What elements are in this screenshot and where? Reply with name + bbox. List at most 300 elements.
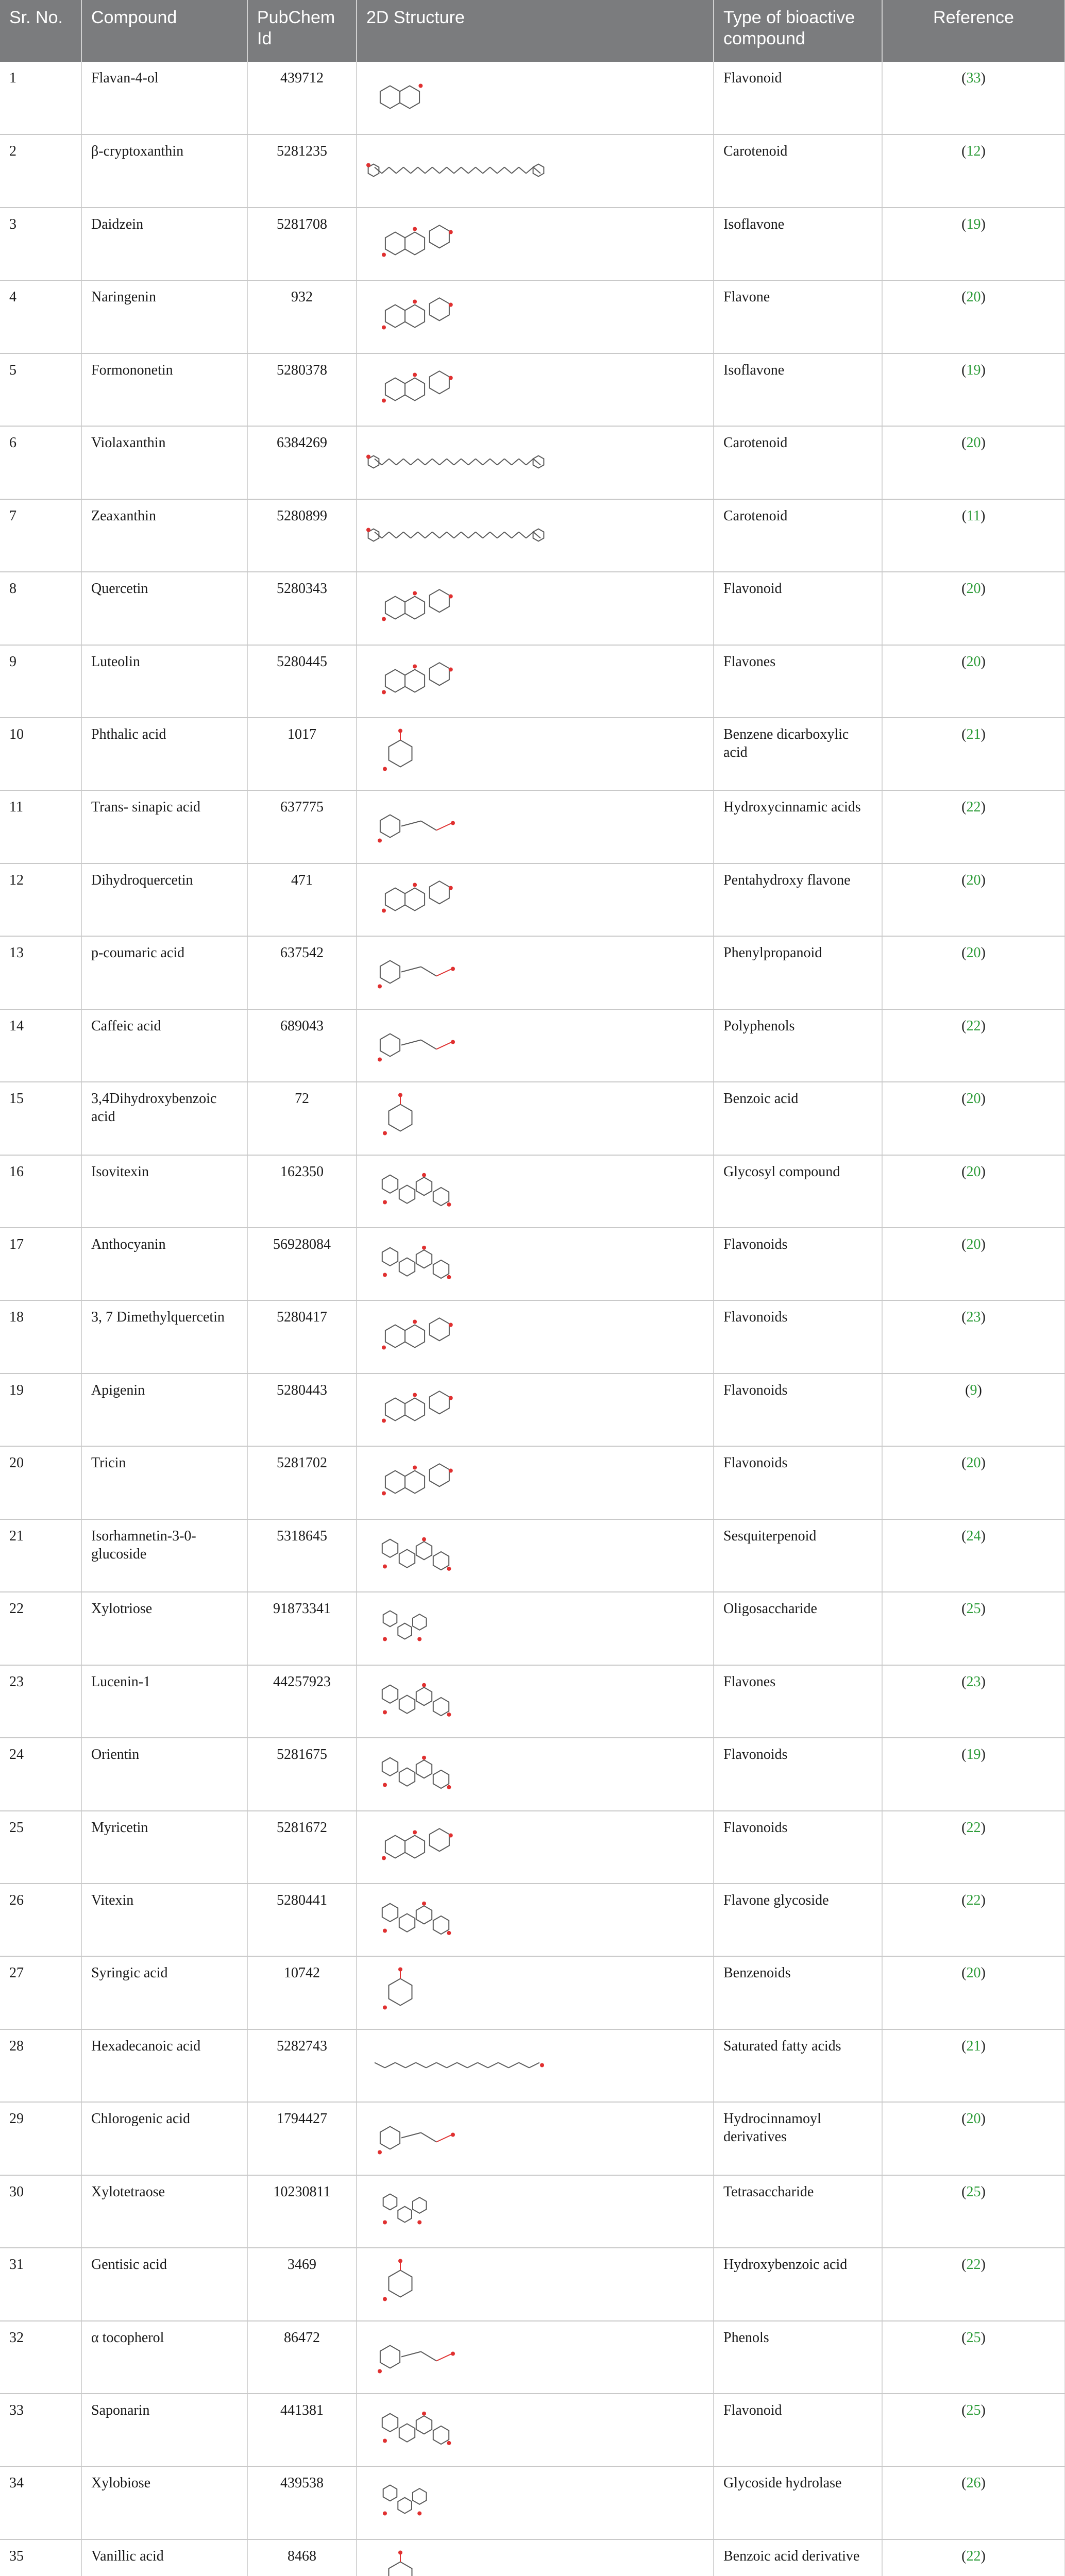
cell-sr-no: 24 [0, 1738, 81, 1810]
cell-type: Flavone glycoside [714, 1884, 882, 1956]
cell-sr-no: 22 [0, 1592, 81, 1665]
reference-link[interactable]: 25 [966, 2329, 981, 2346]
cell-pubchem-id: 441381 [247, 2394, 357, 2466]
structure-image [364, 359, 550, 419]
cell-pubchem-id: 44257923 [247, 1665, 357, 1738]
cell-compound: p-coumaric acid [81, 936, 247, 1009]
reference-link[interactable]: 12 [966, 143, 981, 160]
cell-type: Flavones [714, 645, 882, 718]
header-reference: Reference [882, 0, 1065, 62]
cell-reference: (33) [882, 62, 1065, 134]
cell-reference: (22) [882, 1009, 1065, 1082]
cell-2d-structure [357, 790, 714, 863]
reference-link[interactable]: 20 [966, 1965, 981, 1981]
structure-image [364, 1233, 550, 1294]
cell-type: Flavones [714, 1665, 882, 1738]
structure-image [364, 1015, 550, 1075]
cell-sr-no: 4 [0, 280, 81, 353]
cell-compound: Orientin [81, 1738, 247, 1810]
cell-2d-structure [357, 1374, 714, 1446]
cell-pubchem-id: 1794427 [247, 2102, 357, 2175]
cell-2d-structure [357, 1884, 714, 1956]
structure-image [364, 2035, 550, 2095]
cell-compound: Myricetin [81, 1811, 247, 1884]
cell-sr-no: 27 [0, 1956, 81, 2029]
cell-2d-structure [357, 2394, 714, 2466]
cell-pubchem-id: 439538 [247, 2466, 357, 2539]
reference-link[interactable]: 26 [966, 2475, 981, 2492]
cell-compound: Caffeic acid [81, 1009, 247, 1082]
cell-compound: Tricin [81, 1446, 247, 1519]
structure-image [364, 1088, 550, 1148]
cell-sr-no: 16 [0, 1155, 81, 1228]
table-row [0, 2175, 1065, 2248]
structure-image [364, 796, 550, 856]
header-sr-no: Sr. No. [0, 0, 81, 62]
cell-pubchem-id: 10230811 [247, 2175, 357, 2248]
table-body [0, 62, 1065, 2576]
reference-link[interactable]: 25 [966, 2402, 981, 2418]
cell-compound: 3, 7 Dimethylquercetin [81, 1300, 247, 1373]
header-2d-structure: 2D Structure [357, 0, 714, 62]
cell-sr-no: 1 [0, 62, 81, 134]
cell-sr-no: 19 [0, 1374, 81, 1446]
cell-reference: (20) [882, 426, 1065, 499]
cell-reference: (20) [882, 2102, 1065, 2175]
cell-type: Flavonoids [714, 1738, 882, 1810]
cell-reference: (22) [882, 1884, 1065, 1956]
table-row [0, 2466, 1065, 2539]
table-row [0, 936, 1065, 1009]
cell-2d-structure [357, 718, 714, 790]
cell-compound: 3,4Dihydroxybenzoic acid [81, 1082, 247, 1155]
cell-sr-no: 11 [0, 790, 81, 863]
cell-sr-no: 2 [0, 134, 81, 207]
table-row [0, 1592, 1065, 1665]
cell-2d-structure [357, 863, 714, 936]
cell-pubchem-id: 8468 [247, 2539, 357, 2576]
cell-reference: (20) [882, 1956, 1065, 2029]
header-pubchem-id: PubChem Id [247, 0, 357, 62]
cell-2d-structure [357, 1738, 714, 1810]
cell-type: Oligosaccharide [714, 1592, 882, 1665]
cell-compound: Isorhamnetin-3-0-glucoside [81, 1519, 247, 1592]
cell-compound: Vanillic acid [81, 2539, 247, 2576]
table-row [0, 1665, 1065, 1738]
table-row [0, 2539, 1065, 2576]
cell-type: Phenols [714, 2321, 882, 2394]
structure-image [364, 2181, 550, 2241]
structure-image [364, 723, 550, 784]
header-type: Type of bioactive compound [714, 0, 882, 62]
cell-pubchem-id: 637542 [247, 936, 357, 1009]
structure-image [364, 1743, 550, 1804]
cell-sr-no: 34 [0, 2466, 81, 2539]
cell-sr-no: 3 [0, 208, 81, 280]
cell-pubchem-id: 5280445 [247, 645, 357, 718]
cell-reference: (20) [882, 1446, 1065, 1519]
cell-type: Flavonoid [714, 62, 882, 134]
reference-link[interactable]: 19 [966, 216, 981, 232]
cell-compound: Gentisic acid [81, 2248, 247, 2320]
cell-pubchem-id: 5281708 [247, 208, 357, 280]
table-row [0, 62, 1065, 134]
cell-pubchem-id: 5281702 [247, 1446, 357, 1519]
table-row [0, 208, 1065, 280]
cell-reference: (20) [882, 645, 1065, 718]
reference-link[interactable]: 20 [966, 1163, 981, 1180]
cell-pubchem-id: 5281672 [247, 1811, 357, 1884]
cell-pubchem-id: 5318645 [247, 1519, 357, 1592]
cell-type: Flavone [714, 280, 882, 353]
cell-sr-no: 31 [0, 2248, 81, 2320]
table-row [0, 1155, 1065, 1228]
structure-image [364, 2108, 550, 2168]
reference-link[interactable]: 20 [966, 289, 981, 306]
table-row [0, 1519, 1065, 1592]
structure-image [364, 1671, 550, 1731]
table-row [0, 645, 1065, 718]
reference-link[interactable]: 23 [966, 1673, 981, 1690]
cell-2d-structure [357, 2466, 714, 2539]
table-row [0, 1228, 1065, 1300]
cell-2d-structure [357, 1446, 714, 1519]
cell-type: Flavonoids [714, 1228, 882, 1300]
table-row [0, 1738, 1065, 1810]
cell-type: Flavonoids [714, 1374, 882, 1446]
cell-sr-no: 18 [0, 1300, 81, 1373]
cell-type: Flavonoids [714, 1300, 882, 1373]
cell-reference: (25) [882, 1592, 1065, 1665]
cell-reference: (23) [882, 1300, 1065, 1373]
cell-sr-no: 33 [0, 2394, 81, 2466]
cell-sr-no: 20 [0, 1446, 81, 1519]
reference-link[interactable]: 33 [966, 70, 981, 86]
reference-link[interactable]: 22 [966, 2257, 981, 2273]
reference-link[interactable]: 22 [966, 1819, 981, 1836]
table-row [0, 1884, 1065, 1956]
structure-image [364, 1889, 550, 1950]
reference-link[interactable]: 19 [966, 362, 981, 378]
reference-link[interactable]: 20 [966, 2111, 981, 2127]
cell-compound: Xylotriose [81, 1592, 247, 1665]
cell-sr-no: 23 [0, 1665, 81, 1738]
cell-reference: (21) [882, 2029, 1065, 2102]
cell-2d-structure [357, 62, 714, 134]
cell-2d-structure [357, 2248, 714, 2320]
structure-image [364, 2327, 550, 2387]
cell-sr-no: 21 [0, 1519, 81, 1592]
cell-reference: (26) [882, 2466, 1065, 2539]
structure-image [364, 1962, 550, 2022]
table-row [0, 426, 1065, 499]
reference-link[interactable]: 11 [967, 507, 981, 524]
cell-reference: (22) [882, 1811, 1065, 1884]
cell-sr-no: 17 [0, 1228, 81, 1300]
table-row [0, 2248, 1065, 2320]
header-compound: Compound [81, 0, 247, 62]
cell-2d-structure [357, 645, 714, 718]
structure-image [364, 1598, 550, 1658]
cell-sr-no: 15 [0, 1082, 81, 1155]
cell-2d-structure [357, 1009, 714, 1082]
structure-image [364, 2399, 550, 2460]
reference-link[interactable]: 20 [966, 653, 981, 670]
cell-type: Carotenoid [714, 426, 882, 499]
cell-compound: Trans- sinapic acid [81, 790, 247, 863]
cell-type: Benzoic acid [714, 1082, 882, 1155]
cell-sr-no: 6 [0, 426, 81, 499]
cell-type: Pentahydroxy flavone [714, 863, 882, 936]
cell-pubchem-id: 86472 [247, 2321, 357, 2394]
cell-pubchem-id: 5280343 [247, 572, 357, 645]
cell-compound: Chlorogenic acid [81, 2102, 247, 2175]
cell-pubchem-id: 689043 [247, 1009, 357, 1082]
cell-2d-structure [357, 134, 714, 207]
cell-pubchem-id: 1017 [247, 718, 357, 790]
cell-pubchem-id: 56928084 [247, 1228, 357, 1300]
table-row [0, 280, 1065, 353]
cell-pubchem-id: 5282743 [247, 2029, 357, 2102]
cell-sr-no: 8 [0, 572, 81, 645]
cell-reference: (12) [882, 134, 1065, 207]
cell-compound: Flavan-4-ol [81, 62, 247, 134]
reference-link[interactable]: 20 [966, 1455, 981, 1471]
header-row [0, 0, 1065, 62]
structure-image [364, 869, 550, 929]
cell-compound: β-cryptoxanthin [81, 134, 247, 207]
structure-image [364, 505, 550, 565]
reference-link[interactable]: 20 [966, 872, 981, 888]
cell-pubchem-id: 6384269 [247, 426, 357, 499]
cell-type: Carotenoid [714, 134, 882, 207]
table-row [0, 1082, 1065, 1155]
cell-type: Carotenoid [714, 499, 882, 572]
cell-type: Sesquiterpenoid [714, 1519, 882, 1592]
structure-image [364, 1525, 550, 1585]
cell-reference: (20) [882, 572, 1065, 645]
reference-link[interactable]: 9 [970, 1382, 977, 1398]
structure-image [364, 1379, 550, 1439]
cell-reference: (22) [882, 2539, 1065, 2576]
reference-link[interactable]: 20 [966, 435, 981, 451]
cell-reference: (19) [882, 353, 1065, 426]
table-row [0, 572, 1065, 645]
structure-image [364, 1452, 550, 1512]
cell-2d-structure [357, 280, 714, 353]
cell-compound: Quercetin [81, 572, 247, 645]
table-row [0, 1811, 1065, 1884]
cell-sr-no: 26 [0, 1884, 81, 1956]
cell-type: Hydroxycinnamic acids [714, 790, 882, 863]
cell-2d-structure [357, 1155, 714, 1228]
reference-link[interactable]: 25 [966, 2183, 981, 2200]
cell-2d-structure [357, 572, 714, 645]
cell-sr-no: 29 [0, 2102, 81, 2175]
cell-sr-no: 28 [0, 2029, 81, 2102]
cell-pubchem-id: 5280899 [247, 499, 357, 572]
reference-link[interactable]: 25 [966, 1601, 981, 1617]
cell-sr-no: 12 [0, 863, 81, 936]
structure-image [364, 1161, 550, 1221]
cell-reference: (20) [882, 936, 1065, 1009]
structure-image [364, 1817, 550, 1877]
reference-link[interactable]: 20 [966, 945, 981, 961]
cell-reference: (24) [882, 1519, 1065, 1592]
table-row [0, 2321, 1065, 2394]
cell-pubchem-id: 91873341 [247, 1592, 357, 1665]
cell-2d-structure [357, 499, 714, 572]
cell-2d-structure [357, 1519, 714, 1592]
cell-type: Flavonoid [714, 572, 882, 645]
cell-2d-structure [357, 208, 714, 280]
cell-type: Benzenoids [714, 1956, 882, 2029]
cell-2d-structure [357, 1592, 714, 1665]
cell-sr-no: 30 [0, 2175, 81, 2248]
cell-type: Flavonoids [714, 1446, 882, 1519]
structure-image [364, 213, 550, 274]
cell-2d-structure [357, 353, 714, 426]
cell-2d-structure [357, 2539, 714, 2576]
cell-2d-structure [357, 2175, 714, 2248]
table-row [0, 2029, 1065, 2102]
cell-reference: (20) [882, 1082, 1065, 1155]
cell-2d-structure [357, 2029, 714, 2102]
reference-link[interactable]: 22 [966, 1892, 981, 1908]
cell-compound: Isovitexin [81, 1155, 247, 1228]
reference-link[interactable]: 22 [966, 2548, 981, 2564]
table-row [0, 1009, 1065, 1082]
reference-link[interactable]: 19 [966, 1747, 981, 1763]
cell-pubchem-id: 5280417 [247, 1300, 357, 1373]
cell-type: Phenylpropanoid [714, 936, 882, 1009]
cell-type: Benzoic acid derivative [714, 2539, 882, 2576]
cell-compound: Naringenin [81, 280, 247, 353]
cell-2d-structure [357, 2321, 714, 2394]
cell-compound: Dihydroquercetin [81, 863, 247, 936]
cell-2d-structure [357, 1228, 714, 1300]
structure-image [364, 942, 550, 1002]
structure-image [364, 67, 550, 127]
cell-pubchem-id: 439712 [247, 62, 357, 134]
table-row [0, 2394, 1065, 2466]
structure-image [364, 2253, 550, 2314]
cell-pubchem-id: 932 [247, 280, 357, 353]
structure-image [364, 651, 550, 711]
cell-sr-no: 13 [0, 936, 81, 1009]
cell-reference: (22) [882, 2248, 1065, 2320]
cell-reference: (20) [882, 280, 1065, 353]
cell-2d-structure [357, 1300, 714, 1373]
reference-link[interactable]: 22 [966, 1018, 981, 1034]
cell-type: Hydroxybenzoic acid [714, 2248, 882, 2320]
cell-2d-structure [357, 936, 714, 1009]
table-row [0, 2102, 1065, 2175]
cell-pubchem-id: 10742 [247, 1956, 357, 2029]
cell-pubchem-id: 5281235 [247, 134, 357, 207]
cell-reference: (25) [882, 2175, 1065, 2248]
cell-sr-no: 25 [0, 1811, 81, 1884]
cell-2d-structure [357, 1082, 714, 1155]
structure-image [364, 1306, 550, 1366]
cell-compound: Lucenin-1 [81, 1665, 247, 1738]
reference-link[interactable]: 20 [966, 581, 981, 597]
cell-sr-no: 5 [0, 353, 81, 426]
cell-compound: α tocopherol [81, 2321, 247, 2394]
cell-compound: Anthocyanin [81, 1228, 247, 1300]
structure-image [364, 432, 550, 492]
cell-compound: Hexadecanoic acid [81, 2029, 247, 2102]
table-row [0, 1446, 1065, 1519]
reference-link[interactable]: 21 [966, 726, 981, 742]
table-row [0, 1956, 1065, 2029]
cell-2d-structure [357, 426, 714, 499]
cell-sr-no: 9 [0, 645, 81, 718]
structure-image [364, 2545, 550, 2576]
structure-image [364, 140, 550, 200]
cell-compound: Xylobiose [81, 2466, 247, 2539]
cell-type: Isoflavone [714, 208, 882, 280]
cell-reference: (23) [882, 1665, 1065, 1738]
cell-pubchem-id: 5280378 [247, 353, 357, 426]
cell-type: Flavonoids [714, 1811, 882, 1884]
table-row [0, 499, 1065, 572]
cell-compound: Syringic acid [81, 1956, 247, 2029]
cell-type: Saturated fatty acids [714, 2029, 882, 2102]
cell-pubchem-id: 637775 [247, 790, 357, 863]
reference-link[interactable]: 20 [966, 1091, 981, 1107]
cell-reference: (9) [882, 1374, 1065, 1446]
cell-sr-no: 10 [0, 718, 81, 790]
cell-compound: Luteolin [81, 645, 247, 718]
structure-image [364, 2472, 550, 2532]
cell-sr-no: 14 [0, 1009, 81, 1082]
reference-link[interactable]: 20 [966, 1236, 981, 1252]
reference-link[interactable]: 23 [966, 1309, 981, 1326]
cell-sr-no: 35 [0, 2539, 81, 2576]
cell-2d-structure [357, 1811, 714, 1884]
cell-type: Benzene dicarboxylic acid [714, 718, 882, 790]
cell-compound: Violaxanthin [81, 426, 247, 499]
reference-link[interactable]: 22 [966, 799, 981, 816]
cell-2d-structure [357, 1956, 714, 2029]
cell-type: Glycoside hydrolase [714, 2466, 882, 2539]
table-row [0, 790, 1065, 863]
cell-compound: Daidzein [81, 208, 247, 280]
table-row [0, 353, 1065, 426]
cell-compound: Saponarin [81, 2394, 247, 2466]
cell-reference: (20) [882, 863, 1065, 936]
reference-link[interactable]: 21 [966, 2038, 981, 2054]
cell-reference: (25) [882, 2321, 1065, 2394]
cell-type: Isoflavone [714, 353, 882, 426]
cell-reference: (25) [882, 2394, 1065, 2466]
cell-2d-structure [357, 2102, 714, 2175]
cell-compound: Xylotetraose [81, 2175, 247, 2248]
cell-2d-structure [357, 1665, 714, 1738]
structure-image [364, 578, 550, 638]
cell-sr-no: 7 [0, 499, 81, 572]
cell-type: Flavonoid [714, 2394, 882, 2466]
cell-reference: (20) [882, 1155, 1065, 1228]
reference-link[interactable]: 24 [966, 1528, 981, 1544]
table-row [0, 863, 1065, 936]
cell-pubchem-id: 72 [247, 1082, 357, 1155]
cell-type: Polyphenols [714, 1009, 882, 1082]
cell-reference: (11) [882, 499, 1065, 572]
table-row [0, 718, 1065, 790]
cell-pubchem-id: 162350 [247, 1155, 357, 1228]
